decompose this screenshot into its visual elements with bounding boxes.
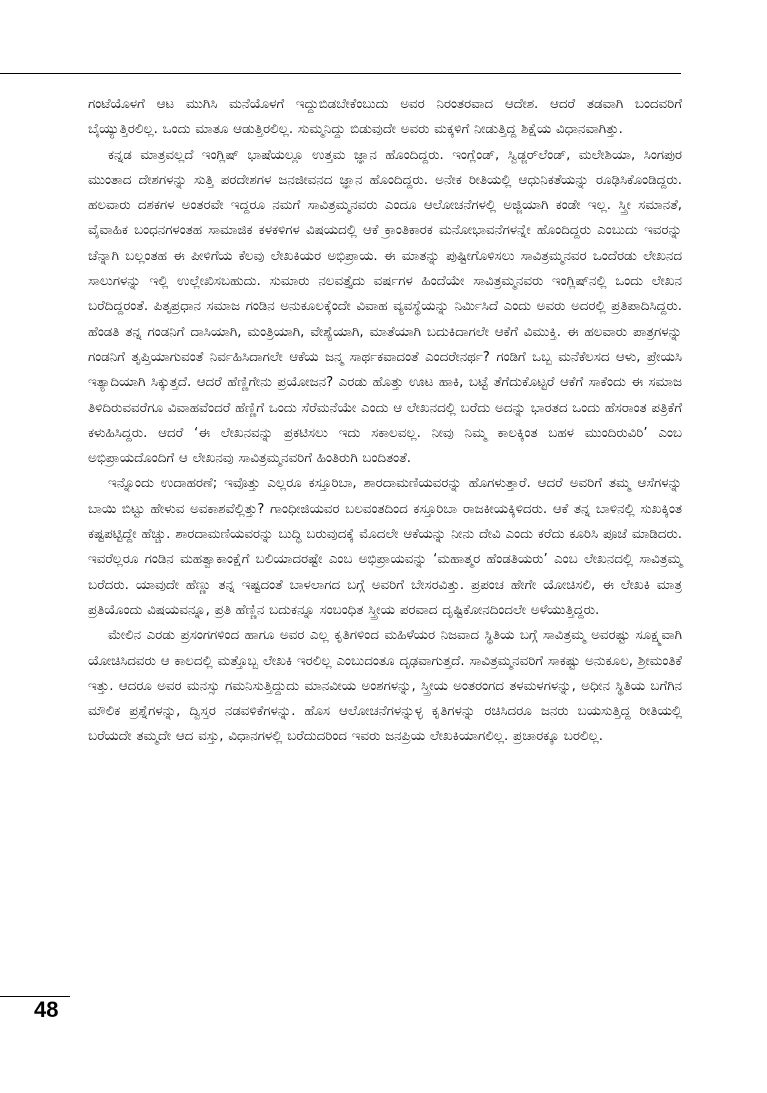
header-rule — [0, 73, 681, 74]
page-number: 48 — [34, 997, 59, 1022]
body-text — [88, 92, 682, 750]
paragraph: ಇನ್ನೊಂದು ಉದಾಹರಣೆ; ಇವೊತ್ತು ಎಲ್ಲರೂ ಕಸ್ತೂರಿಬಾ, ಶಾರದಾಮಣಿಯವರನ್ನು ಹೊಗಳುತ್ತಾರೆ. ಆದರೆ ಅವರಿಗೆ ತಮ್ಮ ಆಸೆಗಳನ್ನು ಬಾಯಿ ಬಿಟ್ಟು ಹೇಳುವ ಅವಕಾಶವೆಲ್ಲಿತ್ತು? ಗಾಂಧೀಜಿಯವರ ಬಲವಂತದಿಂದ ಕಸ್ತೂರಿಬಾ ರಾಜಕೀಯಕ್ಕಿಳಿದರು. ಆಕೆ ತನ್ನ ಬಾಳಿನಲ್ಲಿ ಸುಖಕ್ಕಿಂತ ಕಷ್ಟಪಟ್ಟಿದ್ದೇ ಹೆಚ್ಚು. ಶಾರದಾಮಣಿಯವರನ್ನು ಬುದ್ಧಿ ಬರುವುದಕ್ಕೆ ಮೊದಲೇ ಆಕೆಯನ್ನು ನೀನು ದೇವಿ ಎಂದು ಕರೆದು ಕೂರಿಸಿ ಪೂಜೆ ಮಾಡಿದರು. ಇವರೆಲ್ಲರೂ ಗಂಡಿನ ಮಹತ್ವಾಕಾಂಕ್ಷೆಗೆ ಬಲಿಯಾದರಷ್ಟೇ ಎಂಬ ಅಭಿಪ್ರಾಯವನ್ನು ‘ಮಹಾತ್ಮರ ಹೆಂಡತಿಯರು’ ಎಂಬ ಲೇಖನದಲ್ಲಿ ಸಾವಿತ್ರಮ್ಮ ಬರೆದರು. ಯಾವುದೇ ಹೆಣ್ಣು ತನ್ನ ಇಷ್ಟದಂತೆ ಬಾಳಲಾಗದ ಬಗ್ಗೆ ಅವರಿಗೆ ಬೇಸರವಿತ್ತು. ಪ್ರಪಂಚ ಹೇಗೇ ಯೋಚಿಸಲಿ, ಈ ಲೇಖಕಿ ಮಾತ್ರ ಪ್ರತಿಯೊಂದು ವಿಷಯವನ್ನೂ, ಪ್ರತಿ ಹೆಣ್ಣಿನ ಬದುಕನ್ನೂ ಸಂಬಂಧಿತ ಸ್ತ್ರೀಯ ಪರವಾದ ದೃಷ್ಟಿಕೋನದಿಂದಲೇ ಅಳೆಯುತ್ತಿದ್ದರು. — [88, 476, 682, 618]
paragraph-continued: ಗಂಟೆಯೊಳಗೆ ಆಟ ಮುಗಿಸಿ ಮನೆಯೊಳಗೆ ಇದ್ದುಬಿಡಬೇಕೆಂಬುದು ಅವರ ನಿರಂತರವಾದ ಆದೇಶ. ಆದರೆ ತಡವಾಗಿ ಬಂದವರಿಗೆ ಬೈಯ್ಯುತ್ತಿರಲಿಲ್ಲ. ಒಂದು ಮಾತೂ ಆಡುತ್ತಿರಲಿಲ್ಲ. ಸುಮ್ಮನಿದ್ದು ಬಿಡುವುದೇ ಅವರು ಮಕ್ಕಳಿಗೆ ನೀಡುತ್ತಿದ್ದ ಶಿಕ್ಷೆಯ ವಿಧಾನವಾಗಿತ್ತು. — [88, 97, 682, 138]
paragraph: ಕನ್ನಡ ಮಾತ್ರವಲ್ಲದೆ ಇಂಗ್ಲಿಷ್ ಭಾಷೆಯಲ್ಲೂ ಉತ್ತಮ ಜ್ಞಾನ ಹೊಂದಿದ್ದರು. ಇಂಗ್ಲೆಂಡ್, ಸ್ವಿಡ್ಜರ್‌ಲೆಂಡ್, ಮಲೇಶಿಯಾ, ಸಿಂಗಪುರ ಮುಂತಾದ ದೇಶಗಳನ್ನು ಸುತ್ತಿ ಪರದೇಶಗಳ ಜನಜೀವನದ ಜ್ಞಾನ ಹೊಂದಿದ್ದರು. ಅನೇಕ ರೀತಿಯಲ್ಲಿ ಆಧುನಿಕತೆಯನ್ನು ರೂಢಿಸಿಕೊಂಡಿದ್ದರು. ಹಲವಾರು ದಶಕಗಳ ಅಂತರವೇ ಇದ್ದರೂ ನಮಗೆ ಸಾವಿತ್ರಮ್ಮನವರು ಎಂದೂ ಆಲೋಚನೆಗಳಲ್ಲಿ ಅಜ್ಜಿಯಾಗಿ ಕಂಡೇ ಇಲ್ಲ. ಸ್ತ್ರೀ ಸಮಾನತೆ, ವೈವಾಹಿಕ ಬಂಧನಗಳಂತಹ ಸಾಮಾಜಿಕ ಕಳಕಳಿಗಳ ವಿಷಯದಲ್ಲಿ ಆಕೆ ಕ್ರಾಂತಿಕಾರಕ ಮನೋಭಾವನೆಗಳನ್ನೇ ಹೊಂದಿದ್ದರು ಎಂಬುದು ಇವರನ್ನು ಚೆನ್ನಾಗಿ ಬಲ್ಲಂತಹ ಈ ಪೀಳಿಗೆಯ ಕೆಲವು ಲೇಖಕಿಯರ ಅಭಿಪ್ರಾಯ. ಈ ಮಾತನ್ನು ಪುಷ್ಟೀಗೊಳಿಸಲು ಸಾವಿತ್ರಮ್ಮನವರ ಒಂದೆರಡು ಲೇಖನದ ಸಾಲುಗಳನ್ನು ಇಲ್ಲಿ ಉಲ್ಲೇಖಿಸಬಹುದು. ಸುಮಾರು ನಲವತ್ತೈದು ವರ್ಷಗಳ ಹಿಂದೆಯೇ ಸಾವಿತ್ರಮ್ಮನವರು ಇಂಗ್ಲಿಷ್‌ನಲ್ಲಿ ಒಂದು ಲೇಖನ ಬರೆದಿದ್ದರಂತೆ. ಪಿತೃಪ್ರಧಾನ ಸಮಾಜ ಗಂಡಿನ ಅನುಕೂಲಕ್ಕೆಂದೇ ವಿವಾಹ ವ್ಯವಸ್ಥೆಯನ್ನು ನಿರ್ಮಿಸಿದೆ ಎಂದು ಅವರು ಅದರಲ್ಲಿ ಪ್ರತಿಪಾದಿಸಿದ್ದರು. ಹೆಂಡತಿ ತನ್ನ ಗಂಡನಿಗೆ ದಾಸಿಯಾಗಿ, ಮಂತ್ರಿಯಾಗಿ, ವೇಶ್ಯೆಯಾಗಿ, ಮಾತೆಯಾಗಿ ಬದುಕಿದಾಗಲೇ ಆಕೆಗೆ ವಿಮುಕ್ತಿ. ಈ ಹಲವಾರು ಪಾತ್ರಗಳನ್ನು ಗಂಡನಿಗೆ ತೃಪ್ತಿಯಾಗುವಂತೆ ನಿರ್ವಹಿಸಿದಾಗಲೇ ಆಕೆಯ ಜನ್ಮ ಸಾರ್ಥಕವಾದಂತೆ ಎಂದರೇನರ್ಥ? ಗಂಡಿಗೆ ಒಬ್ಬ ಮನೆಕೆಲಸದ ಆಳು, ಪ್ರೇಯಸಿ ಇತ್ಯಾದಿಯಾಗಿ ಸಿಕ್ಕುತ್ತದೆ. ಆದರೆ ಹೆಣ್ಣಿಗೇನು ಪ್ರಯೋಜನ? ಎರಡು ಹೊತ್ತು ಊಟ ಹಾಕಿ, ಬಟ್ಟೆ ತೆಗೆದುಕೊಟ್ಟರೆ ಆಕೆಗೆ ಸಾಕೆಂದು ಈ ಸಮಾಜ ತಿಳಿದಿರುವವರೆಗೂ ವಿವಾಹವೆಂದರೆ ಹೆಣ್ಣಿಗೆ ಒಂದು ಸೆರೆಮನೆಯೇ ಎಂದು ಆ ಲೇಖನದಲ್ಲಿ ಬರೆದು ಅದನ್ನು ಭಾರತದ ಒಂದು ಹೆಸರಾಂತ ಪತ್ರಿಕೆಗೆ ಕಳುಹಿಸಿದ್ದರು. ಆದರೆ ‘ಈ ಲೇಖನವನ್ನು ಪ್ರಕಟಿಸಲು ಇದು ಸಕಾಲವಲ್ಲ. ನೀವು ನಿಮ್ಮ ಕಾಲಕ್ಕಿಂತ ಬಹಳ ಮುಂದಿರುವಿರಿ’ ಎಂಬ ಅಭಿಪ್ರಾಯದೊಂದಿಗೆ ಆ ಲೇಖನವು ಸಾವಿತ್ರಮ್ಮನವರಿಗೆ ಹಿಂತಿರುಗಿ ಬಂದಿತಂತೆ. — [88, 147, 682, 467]
paragraph: ಮೇಲಿನ ಎರಡು ಪ್ರಸಂಗಗಳಿಂದ ಹಾಗೂ ಅವರ ಎಲ್ಲ ಕೃತಿಗಳಿಂದ ಮಹಿಳೆಯರ ನಿಜವಾದ ಸ್ಥಿತಿಯ ಬಗ್ಗೆ ಸಾವಿತ್ರಮ್ಮ ಅವರಷ್ಟು ಸೂಕ್ಷ್ಮವಾಗಿ ಯೋಚಿಸಿದವರು ಆ ಕಾಲದಲ್ಲಿ ಮತ್ತೊಬ್ಬ ಲೇಖಕಿ ಇರಲಿಲ್ಲ ಎಂಬುದಂತೂ ದೃಢವಾಗುತ್ತದೆ. ಸಾವಿತ್ರಮ್ಮನವರಿಗೆ ಸಾಕಷ್ಟು ಅನುಕೂಲ, ಶ್ರೀಮಂತಿಕೆ ಇತ್ತು. ಆದರೂ ಅವರ ಮನಸ್ಸು ಗಮನಿಸುತ್ತಿದ್ದುದು ಮಾನವೀಯ ಅಂಶಗಳನ್ನು, ಸ್ತ್ರೀಯ ಅಂತರಂಗದ ತಳಮಳಗಳನ್ನು, ಅಧೀನ ಸ್ಥಿತಿಯ ಬಗೆಗಿನ ಮೌಲಿಕ ಪ್ರಶ್ನೆಗಳನ್ನು, ದ್ವಿಸ್ತರ ನಡವಳಿಕೆಗಳನ್ನು. ಹೊಸ ಆಲೋಚನೆಗಳನ್ನುಳ್ಳ ಕೃತಿಗಳನ್ನು ರಚಿಸಿದರೂ ಜನರು ಬಯಸುತ್ತಿದ್ದ ರೀತಿಯಲ್ಲಿ ಬರೆಯದೇ ತಮ್ಮದೇ ಆದ ವಸ್ತು, ವಿಧಾನಗಳಲ್ಲಿ ಬರೆದುದರಿಂದ ಇವರು ಜನಪ್ರಿಯ ಲೇಖಕಿಯಾಗಲಿಲ್ಲ. ಪ್ರಚಾರಕ್ಕೂ ಬರಲಿಲ್ಲ. — [88, 628, 682, 745]
